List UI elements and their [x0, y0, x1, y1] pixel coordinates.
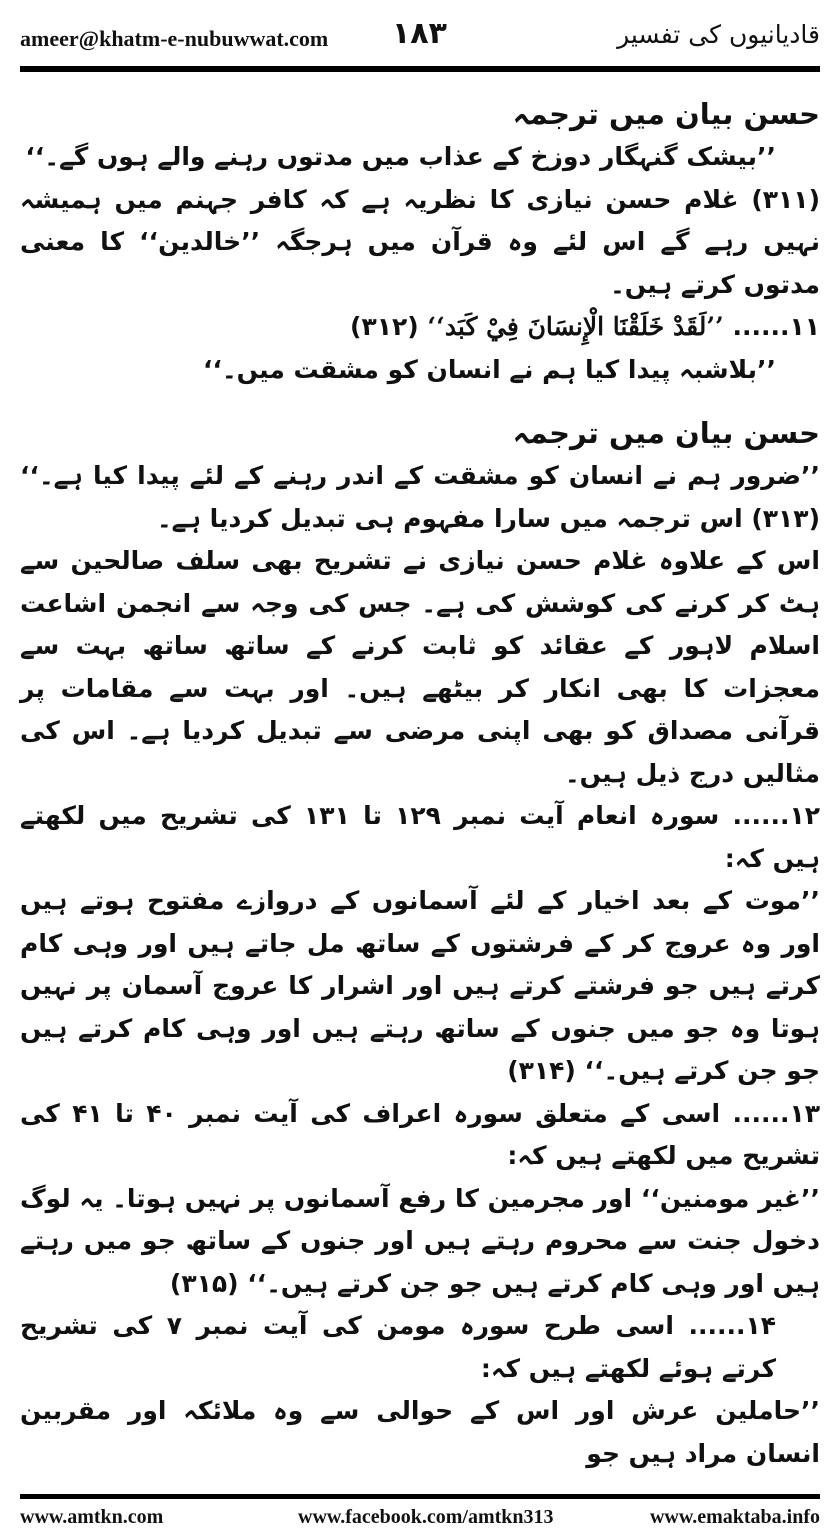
- footer-link-facebook: www.facebook.com/amtkn313: [298, 1506, 554, 1528]
- quote-paragraph: ’’موت کے بعد اخیار کے لئے آسمانوں کے دروازے مفتوح ہوتے ہیں اور وہ عروج کر کے فرشتوں کے ساتھ مل جاتے ہیں اور وہی کام کرتے ہیں جو فرشتے کرتے ہیں اور اشرار کا عروج آسمان پر نہیں ہوتا وہ جو میں جنوں کے ساتھ رہتے ہیں اور وہی کام کرتے ہیں جو جن کرتے ہیں۔‘‘ (۳۱۴): [20, 886, 820, 1085]
- spacer: [20, 391, 820, 405]
- page-number: ۱۸۳: [392, 16, 447, 51]
- footer-link-emaktaba: www.emaktaba.info: [649, 1506, 820, 1528]
- numbered-item: ۱۳...... اسی کے متعلق سورہ اعراف کی آیت نمبر ۴۰ تا ۴۱ کی تشریح میں لکھتے ہیں کہ:: [20, 1098, 821, 1170]
- body-paragraph: اس کے علاوہ غلام حسن نیازی نے تشریح بھی سلف صالحین سے ہٹ کر کرنے کی کوشش کی ہے۔ جس کی وجہ سے انجمن اشاعت اسلام لاہور کے عقائد کو ثابت کرنے کے ساتھ ساتھ بہت سے معجزات کا بھی انکار کر بیٹھے ہیں۔ اور بہت سے مقامات پر قرآنی مصداق کو بھی اپنی مرضی سے تبدیل کردیا ہے۔ اس کی مثالیں درج ذیل ہیں۔: [20, 546, 820, 788]
- footnote-ref: (۳۱۲): [350, 312, 419, 341]
- item-number: ۱۱......: [732, 312, 820, 341]
- quote-paragraph: ’’بیشک گنہگار دوزخ کے عذاب میں مدتوں رہنے والے ہوں گے۔‘‘: [25, 142, 776, 171]
- footer-divider: [20, 1494, 820, 1499]
- body-paragraph: (۳۱۱) غلام حسن نیازی کا نظریہ ہے کہ کافر جہنم میں ہمیشہ نہیں رہے گے اس لئے وہ قرآن میں ہرجگہ ’’خالدین‘‘ کا معنی مدتوں کرتے ہیں۔: [20, 184, 820, 299]
- page-header: [20, 14, 820, 66]
- footer-link-amtkn: www.amtkn.com: [20, 1506, 164, 1528]
- page-body: [20, 86, 820, 1486]
- quote-paragraph: ’’حاملین عرش اور اس کے حوالی سے وہ ملائکہ اور مقربین انسان مراد ہیں جو: [20, 1396, 820, 1468]
- header-email: ameer@khatm-e-nubuwwat.com: [20, 26, 329, 51]
- quranic-verse: ’’لَقَدْ خَلَقْنَا الْإِنسَانَ فِيْ كَبَد‘‘: [427, 312, 724, 341]
- quote-paragraph: ’’بلاشبہ پیدا کیا ہم نے انسان کو مشقت میں۔‘‘: [203, 354, 776, 384]
- numbered-item: [20, 306, 820, 349]
- header-divider: [20, 66, 820, 72]
- section-heading: حسن بیان میں ترجمہ: [512, 416, 820, 450]
- section-heading: حسن بیان میں ترجمہ: [512, 97, 820, 131]
- quote-paragraph: ’’غیر مومنین‘‘ اور مجرمین کا رفع آسمانوں پر نہیں ہوتا۔ یہ لوگ دخول جنت سے محروم رہتے ہیں اور جنوں کے ساتھ جو میں رہتے ہیں اور وہی کام کرتے ہیں جو جن کرتے ہیں۔‘‘ (۳۱۵): [20, 1183, 820, 1298]
- book-title: قادیانیوں کی تفسیر: [617, 20, 820, 49]
- numbered-item: ۱۲...... سورہ انعام آیت نمبر ۱۲۹ تا ۱۳۱ کی تشریح میں لکھتے ہیں کہ:: [20, 801, 820, 873]
- page-footer: [20, 1504, 820, 1534]
- quote-paragraph: ’’ضرور ہم نے انسان کو مشقت کے اندر رہنے کے لئے پیدا کیا ہے۔‘‘ (۳۱۳) اس ترجمہ میں سارا مفہوم ہی تبدیل کردیا ہے۔: [20, 461, 820, 533]
- numbered-item: ۱۴...... اسی طرح سورہ مومن کی آیت نمبر ۷ کی تشریح کرتے ہوئے لکھتے ہیں کہ:: [20, 1311, 777, 1383]
